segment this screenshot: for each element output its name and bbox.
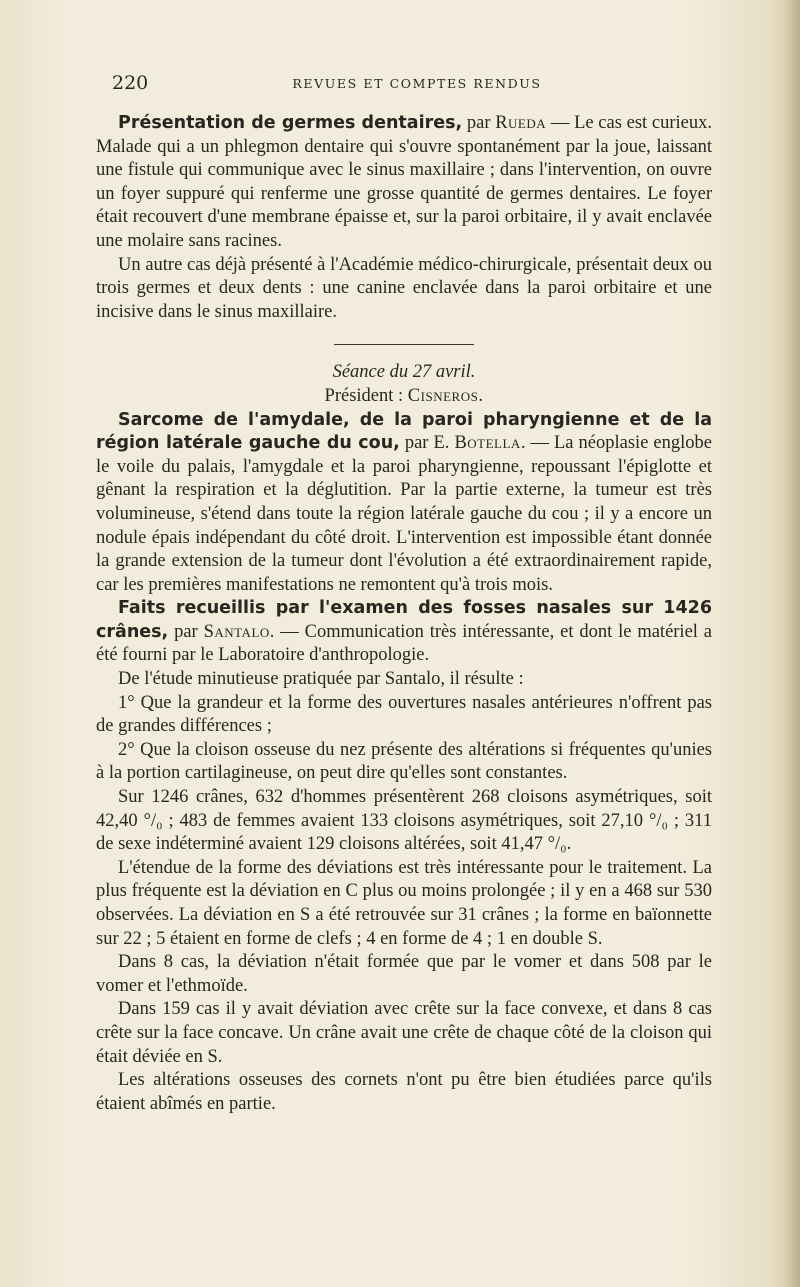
list-item: 2° Que la cloison osseuse du nez présente des altérations si fréquentes qu'unies à la portion cartilagineuse, on peut dire qu'elles sont constantes. bbox=[96, 739, 712, 784]
paragraph: Les altérations osseuses des cornets n'ont pu être bien étudiées parce qu'ils étaient abîmés en partie. bbox=[96, 1070, 712, 1114]
author-name: Santalo bbox=[203, 621, 270, 642]
paragraph: Dans 8 cas, la déviation n'était formée que par le vomer et dans 508 par le vomer et l'ethmoïde. bbox=[96, 952, 712, 996]
body-text bbox=[96, 112, 712, 1116]
paragraph: Dans 159 cas il y avait déviation avec crête sur la face convexe, et dans 8 cas crête sur la face concave. Un crâne avait une crête de chaque côté de la cloison qui était déviée en S. bbox=[96, 999, 712, 1067]
president-name: Cisneros. bbox=[407, 385, 484, 406]
section-fosses-nasales: Faits recueillis par l'examen des fosses nasales sur 1426 crânes, par Santalo. — Communication très intéressante, et dont le matériel a été fourni par le Laboratoire d'anthropologie. bbox=[96, 598, 713, 666]
running-header bbox=[112, 72, 722, 96]
running-title: REVUES ET COMPTES RENDUS bbox=[292, 76, 542, 91]
paragraph: Sur 1246 crânes, 632 d'hommes présentèrent 268 cloisons asymétriques, soit 42,40 °/₀ ; 483 de femmes avaient 133 cloisons asymétriques, soit 27,10 °/₀ ; 311 de sexe indéterminé avaient 129 cloisons altérées, soit 41,47 °/₀. bbox=[96, 787, 712, 855]
paragraph: L'étendue de la forme des déviations est très intéressante pour le traitement. La plus fréquente est la déviation en C plus ou moins prolongée ; il y en a 468 sur 530 observées. La déviation en S a été retrouvée sur 31 crânes ; la forme en baïonnette sur 22 ; 5 étaient en forme de clefs ; 4 en forme de 4 ; 1 en double S. bbox=[96, 857, 712, 949]
section-divider bbox=[334, 344, 474, 345]
author-name: Botella bbox=[454, 433, 521, 454]
author-name: Rueda bbox=[495, 113, 547, 133]
paragraph: De l'étude minutieuse pratiquée par Santalo, il résulte : bbox=[118, 669, 524, 690]
section-title: Sarcome de l'amydale, de la paroi pharyngienne et de la région latérale gauche du cou, bbox=[96, 409, 712, 454]
session-president: Président : Cisneros. bbox=[324, 385, 484, 406]
paragraph: Un autre cas déjà présenté à l'Académie médico-chirurgicale, présentait deux ou trois germes et deux dents : une canine enclavée dans la paroi orbitaire et une incisive dans le sinus maxillaire. bbox=[96, 254, 712, 322]
section-sarcome: Sarcome de l'amydale, de la paroi pharyngienne et de la région latérale gauche du cou, par E. Botella. — La néoplasie englobe le voile du palais, l'amygdale et la paroi pharyngienne, repoussant l'épiglotte et gênant la respiration et la déglutition. Par la partie externe, la tumeur est très volumineuse, s'étend dans toute la région latérale gauche du cou ; il y a encore un nodule épais indépendant du côté droit. L'intervention est impossible étant donnée la grande extension de la tumeur dont l'évolution a été extraordinairement rapide, car les premières manifestations ne remontent qu'à trois mois. bbox=[96, 409, 712, 595]
section-title: Faits recueillis par l'examen des fosses nasales sur 1426 crânes, bbox=[96, 598, 712, 642]
session-date: Séance du 27 avril. bbox=[332, 362, 476, 383]
section-title: Présentation de germes dentaires, bbox=[118, 113, 463, 133]
page-number: 220 bbox=[112, 72, 149, 94]
list-item: 1° Que la grandeur et la forme des ouvertures nasales antérieures n'offrent pas de grandes différences ; bbox=[96, 692, 712, 737]
page-edge-shadow bbox=[786, 0, 800, 1287]
section-presentation-germes: Présentation de germes dentaires, par Rueda — Le cas est curieux. Malade qui a un phlegmon dentaire qui s'ouvre spontanément par la joue, laissant une fistule qui communique avec le sinus maxillaire ; dans l'intervention, on ouvre un foyer suppuré qui renferme une grosse quantité de germes dentaires. Le foyer était recouvert d'une membrane épaisse et, sur la paroi orbitaire, il y avait enclavée une molaire sans racines. bbox=[96, 113, 712, 251]
